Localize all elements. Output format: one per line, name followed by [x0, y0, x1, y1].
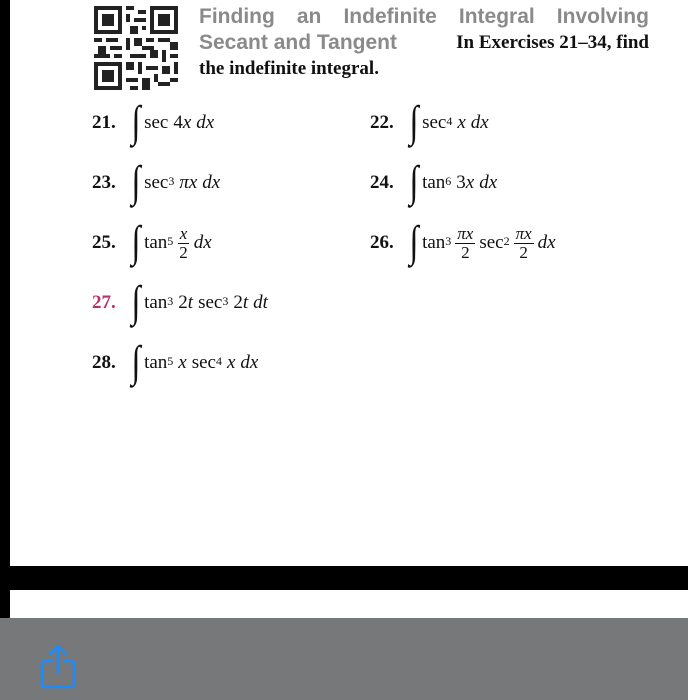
exercise-number: 25.	[92, 232, 116, 253]
heading-word: Integral	[458, 5, 535, 28]
integral-sign: ∫	[131, 277, 141, 326]
share-icon[interactable]	[38, 644, 78, 690]
heading-line-2	[199, 30, 649, 56]
exercise-number: 26.	[370, 232, 394, 253]
integrand: sec $^4$ x dx	[422, 112, 489, 133]
integral-sign: ∫	[131, 337, 141, 386]
exercise-21	[92, 98, 214, 148]
exercise-24	[370, 158, 497, 208]
exercise-number: 28.	[92, 352, 116, 373]
heading-word: Finding	[199, 5, 275, 28]
exercise-number: 21.	[92, 112, 116, 133]
integral-sign: ∫	[409, 157, 419, 206]
exercise-number-highlighted: 27.	[92, 292, 116, 313]
left-edge-bar	[0, 0, 10, 566]
exercise-23	[92, 158, 220, 208]
exercise-27	[92, 278, 268, 328]
section-heading	[199, 4, 659, 83]
bottom-toolbar	[0, 618, 688, 700]
integral-sign: ∫	[409, 217, 419, 266]
bottom-divider-band	[0, 566, 688, 590]
exercise-number: 22.	[370, 112, 394, 133]
integrand: tan $^5$ $\frac{x}{2}$ dx	[144, 223, 212, 262]
heading-line-3	[199, 56, 659, 83]
qr-code-icon	[94, 6, 178, 90]
integrand: sec 4 x dx	[144, 112, 215, 133]
heading-word: Indefinite	[343, 5, 437, 28]
exercise-22	[370, 98, 489, 148]
fraction: $\frac{\pi x}{2}$	[457, 223, 474, 262]
fraction: $\frac{\pi x}{2}$	[515, 223, 532, 262]
integral-sign: ∫	[409, 97, 419, 146]
exercise-number: 24.	[370, 172, 394, 193]
instruction-text-cont: the indefinite integral.	[199, 58, 379, 79]
exercise-25	[92, 218, 212, 268]
integrand: tan $^3$ 2 t sec $^3$ 2 t dt	[144, 292, 268, 313]
heading-word: Involving	[556, 5, 649, 28]
exercise-number: 23.	[92, 172, 116, 193]
integrand: tan $^5$ x sec $^4$ x dx	[144, 352, 259, 373]
bottom-white-band	[0, 590, 688, 618]
heading-word: an	[296, 5, 322, 28]
left-edge-bar-lower	[0, 590, 10, 618]
exercise-28	[92, 338, 258, 388]
heading-title-rest: Secant and Tangent	[199, 31, 397, 54]
integrand: tan $^6$ 3 x dx	[422, 172, 498, 193]
integral-sign: ∫	[131, 97, 141, 146]
integral-sign: ∫	[131, 217, 141, 266]
instruction-text: In Exercises 21–34, find	[456, 32, 649, 53]
exercise-26	[370, 218, 556, 268]
integrand: sec $^3$ π x dx	[144, 172, 221, 193]
fraction: $\frac{x}{2}$	[179, 223, 188, 262]
integrand: tan $^3$ $\frac{\pi x}{2}$ sec $^2$ $\frac{\pi x}{2}$ dx	[422, 223, 556, 262]
integral-sign: ∫	[131, 157, 141, 206]
heading-line-1	[199, 4, 649, 30]
